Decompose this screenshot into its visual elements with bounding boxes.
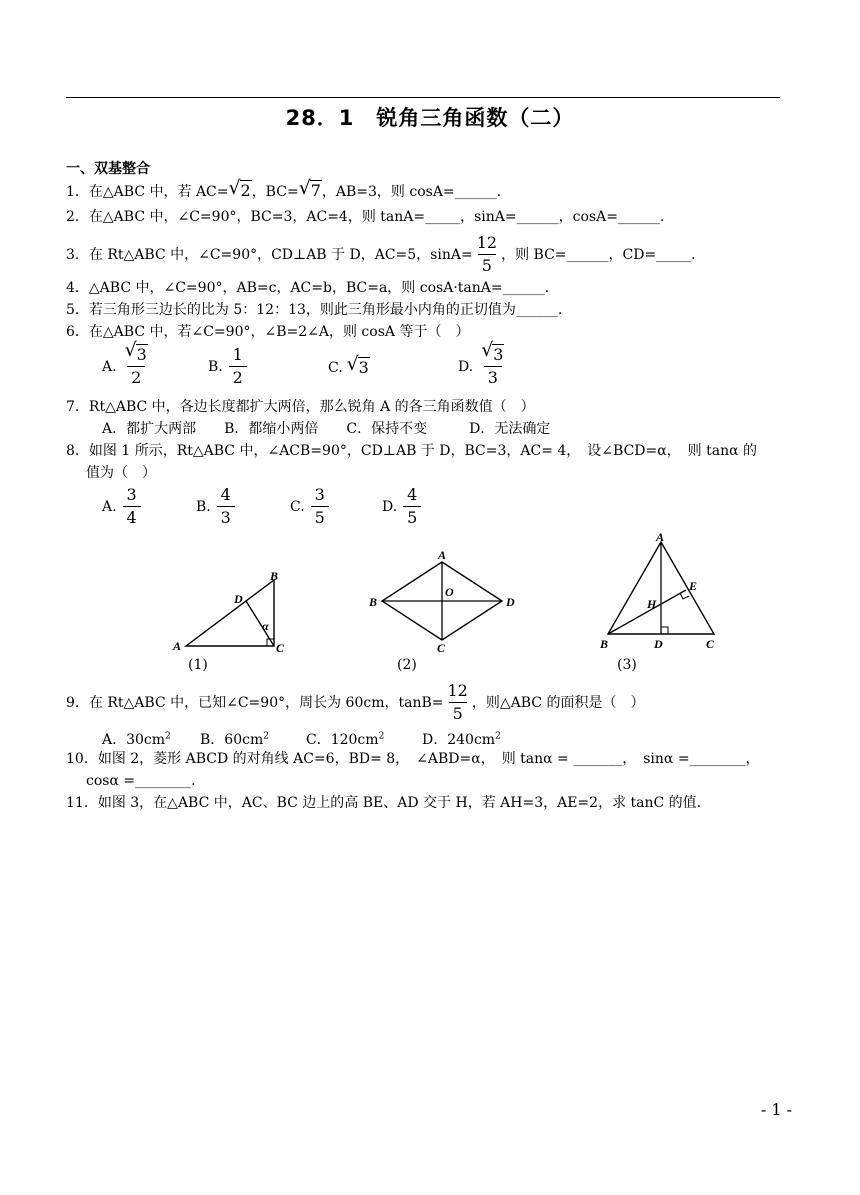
q9-text-a: 9．在 Rt△ABC 中，已知∠C=90°，周长为 60cm，tanB= [66, 694, 444, 711]
question-10-line2: cosα =________. [86, 773, 196, 789]
q8-option-b[interactable] [196, 484, 237, 529]
question-5: 5．若三角形三边长的比为 5：12：13，则此三角形最小内角的正切值为______. [66, 302, 563, 318]
q3-text-b: ，则 BC=______，CD=_____. [501, 246, 696, 263]
denominator: 2 [229, 366, 247, 389]
option-label: C. [328, 359, 343, 376]
option-text: A．30cm [102, 732, 166, 748]
figure-1-caption: (1) [188, 657, 208, 673]
right-angle-mark-d [661, 627, 668, 634]
option-label: A. [102, 498, 117, 515]
label-h: H [647, 597, 657, 611]
fraction [475, 232, 499, 277]
figure-3 [596, 530, 726, 655]
figure-2 [366, 548, 526, 656]
label-c: C [276, 641, 285, 655]
superscript: 2 [378, 731, 385, 742]
q8-option-d[interactable] [382, 484, 423, 529]
radicand: 3 [136, 345, 147, 364]
sqrt-symbol: √ 3 [346, 353, 369, 377]
option-label: D. [458, 358, 474, 375]
q7-options[interactable]: A．都扩大两部 B．都缩小两倍 C．保持不变 D．无法确定 [102, 421, 551, 437]
q9-text-b: ，则△ABC 的面积是（ ） [471, 694, 645, 711]
fraction [479, 339, 506, 389]
denominator: 5 [449, 702, 467, 725]
fraction [123, 484, 141, 529]
numerator: 3 [314, 485, 325, 504]
fraction [446, 680, 470, 725]
q6-option-b[interactable] [208, 344, 249, 389]
denominator: 3 [484, 366, 502, 389]
question-4: 4．△ABC 中，∠C=90°，AB=c，AC=b，BC=a，则 cosA·tanA=______. [66, 280, 550, 296]
section-heading: 一、双基整合 [66, 161, 150, 177]
numerator: 12 [447, 681, 468, 700]
numerator: 4 [407, 485, 418, 504]
q1-text-b: ，BC= [251, 184, 299, 200]
radicand: 2 [240, 181, 251, 200]
label-a: A [173, 639, 182, 653]
question-7: 7．Rt△ABC 中，各边长度都扩大两倍，那么锐角 A 的各三角函数值（ ） [66, 399, 535, 415]
q8-option-a[interactable] [102, 484, 143, 529]
option-label: C. [290, 498, 305, 515]
header-rule [66, 97, 780, 98]
label-b: B [270, 569, 279, 583]
sqrt-symbol: √ 2 [228, 177, 251, 200]
numerator: 1 [232, 345, 243, 364]
label-b: B [369, 595, 378, 609]
question-6: 6．在△ABC 中，若∠C=90°，∠B=2∠A，则 cosA 等于（ ） [66, 324, 470, 340]
label-d: D [506, 595, 515, 609]
numerator: 4 [220, 485, 231, 504]
page-title: 28．1 锐角三角函数（二） [285, 106, 575, 130]
label-o: O [445, 585, 454, 599]
question-2: 2．在△ABC 中，∠C=90°，BC=3，AC=4，则 tanA=_____，sinA=______，cosA=______. [66, 209, 665, 225]
question-9 [66, 680, 644, 725]
fraction [311, 484, 329, 529]
q6-option-c[interactable] [328, 353, 370, 377]
question-1 [66, 177, 502, 201]
radicand: 3 [358, 358, 369, 377]
sqrt-symbol: √ 3 [481, 339, 504, 364]
fraction [123, 339, 150, 389]
option-label: A. [102, 358, 117, 375]
label-c: C [706, 637, 715, 651]
q8-option-c[interactable] [290, 484, 331, 529]
page-number: - 1 - [760, 1100, 792, 1119]
option-label: B. [208, 358, 223, 375]
question-3 [66, 232, 696, 277]
numerator: 12 [476, 233, 498, 252]
numerator: 3 [126, 485, 137, 504]
label-alpha: α [262, 619, 269, 633]
denominator: 5 [403, 506, 421, 529]
label-e: E [689, 579, 698, 593]
q1-text-a: 1．在△ABC 中，若 AC= [66, 184, 229, 200]
q6-option-a[interactable] [102, 339, 152, 389]
figure-2-caption: (2) [397, 657, 417, 673]
question-10-line1: 10．如图 2，菱形 ABCD 的对角线 AC=6，BD= 8， ∠ABD=α， 则 tanα = _______， sinα =________， [66, 751, 760, 767]
figure-1 [170, 568, 295, 658]
superscript: 2 [495, 731, 501, 742]
label-d: D [654, 637, 663, 651]
label-a: A [656, 530, 665, 544]
sqrt-symbol: √ 7 [298, 177, 321, 200]
option-label: B. [196, 498, 211, 515]
denominator: 5 [478, 254, 496, 277]
label-d: D [234, 592, 243, 606]
q1-text-c: ，AB=3，则 cosA=______. [321, 184, 502, 200]
label-c: C [437, 641, 446, 655]
right-angle-mark-e [680, 593, 689, 599]
question-11: 11．如图 3，在△ABC 中，AC、BC 边上的高 BE、AD 交于 H，若 AH=3，AE=2，求 tanC 的值. [66, 795, 702, 811]
radicand: 7 [310, 181, 321, 200]
superscript: 2 [165, 731, 171, 742]
superscript: 2 [263, 731, 269, 742]
q3-text-a: 3．在 Rt△ABC 中，∠C=90°，CD⊥AB 于 D，AC=5，sinA= [66, 246, 473, 263]
fraction [403, 484, 421, 529]
q9-option-c[interactable] [306, 729, 384, 749]
fraction [229, 344, 247, 389]
q6-option-d[interactable] [458, 339, 508, 389]
figure-3-caption: (3) [617, 657, 637, 673]
sqrt-symbol: √ 3 [124, 339, 147, 364]
option-label: D. [382, 498, 398, 515]
option-text: C．120cm [306, 732, 379, 748]
radicand: 3 [493, 345, 504, 364]
q9-option-d[interactable] [422, 729, 501, 749]
triangle-abc [186, 580, 274, 646]
denominator: 5 [311, 506, 329, 529]
option-text: D．240cm [422, 732, 496, 748]
option-text: B．60cm [200, 732, 264, 748]
question-8-line2: 值为（ ） [86, 465, 156, 481]
q9-option-b[interactable] [200, 729, 269, 749]
label-a: A [438, 548, 447, 562]
question-8-line1: 8．如图 1 所示，Rt△ABC 中，∠ACB=90°，CD⊥AB 于 D，BC=3，AC= 4， 设∠BCD=α， 则 tanα 的 [66, 443, 758, 459]
fraction [217, 484, 235, 529]
q9-option-a[interactable] [102, 729, 171, 749]
label-b: B [600, 637, 609, 651]
denominator: 4 [123, 506, 141, 529]
denominator: 3 [217, 506, 235, 529]
denominator: 2 [127, 366, 145, 389]
